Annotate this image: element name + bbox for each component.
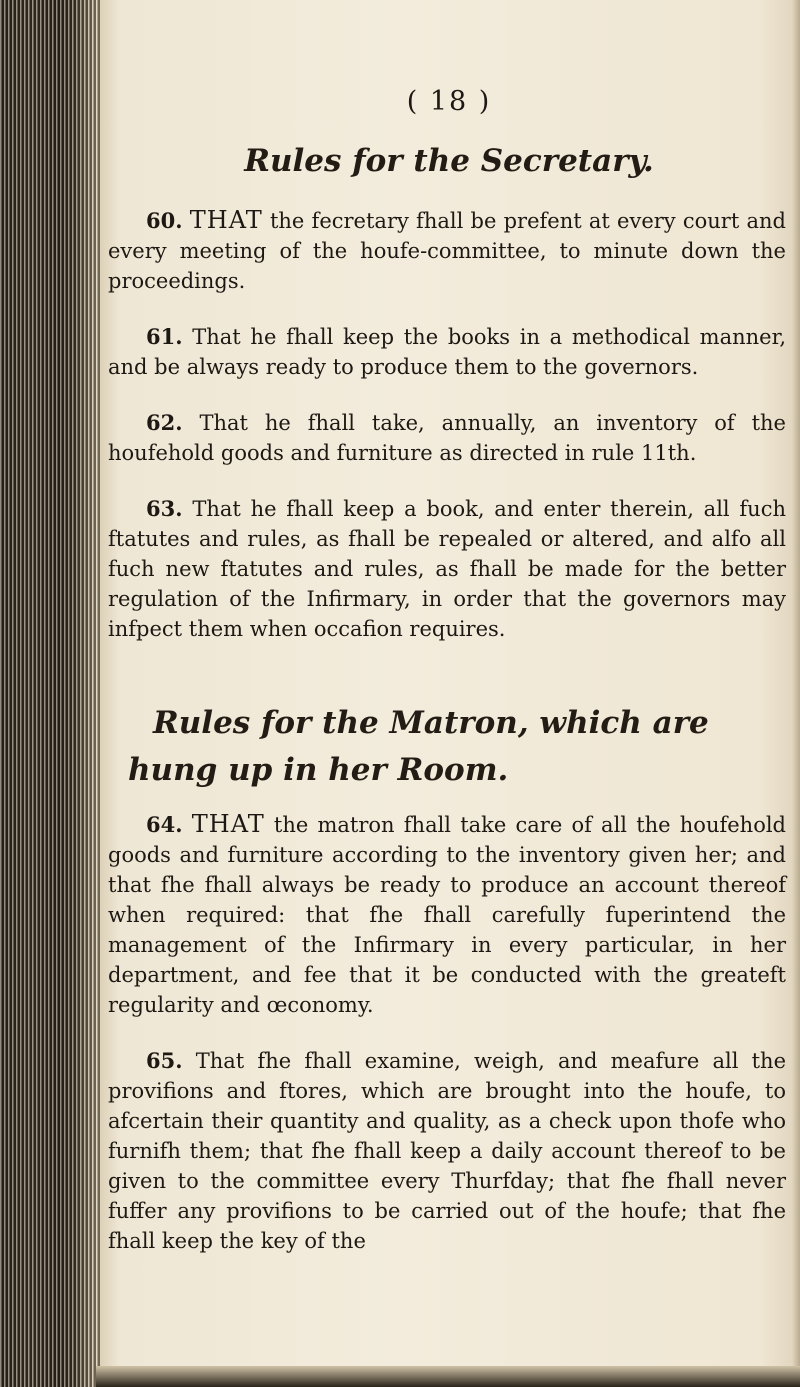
rule-65: 65. That fhe fhall examine, weigh, and meafure all the provifions and ftores, which are brought into the houfe, to afcertain their quantity and quality, as a check upon thofe who furnifh them; that fhe fhall keep a daily account thereof to be given to the committee every Thurfday; that fhe fhall never fuffer any provifions to be carried out of the houfe; that fhe fhall keep the key of the (108, 1048, 786, 1253)
rule-64: 64. THAT the matron fhall take care of all the houfehold goods and furniture according to the inventory given her; and that fhe fhall always be ready to produce an account thereof when required: that fhe fhall carefully fuperintend the management of the Infirmary in every particular, in her department, and fee that it be conducted with the greateft regularity and œconomy. (108, 810, 786, 1017)
rule-60: 60. THAT the fecretary fhall be prefent at every court and every meeting of the houfe-committee, to minute down the proceedings. (108, 206, 786, 293)
page-number: ( 18 ) (406, 86, 492, 117)
page-content (108, 50, 790, 1360)
section-title-matron: Rules for the Matron, which are hung up in her Room. (128, 705, 709, 788)
book-bottom-edge (96, 1366, 800, 1387)
rule-62: 62. That he fhall take, annually, an inventory of the houfehold goods and furniture as directed in rule 11th. (108, 410, 786, 465)
section-title-secretary: Rules for the Secretary. (244, 143, 654, 179)
book-page-edges (0, 0, 100, 1387)
rule-63: 63. That he fhall keep a book, and enter therein, all fuch ftatutes and rules, as fhall be repealed or altered, and alfo all fuch new ftatutes and rules, as fhall be made for the better regulation of the Infirmary, in order that the governors may infpect them when occafion requires. (108, 496, 786, 641)
rule-61: 61. That he fhall keep the books in a methodical manner, and be always ready to produce them to the governors. (108, 324, 786, 379)
